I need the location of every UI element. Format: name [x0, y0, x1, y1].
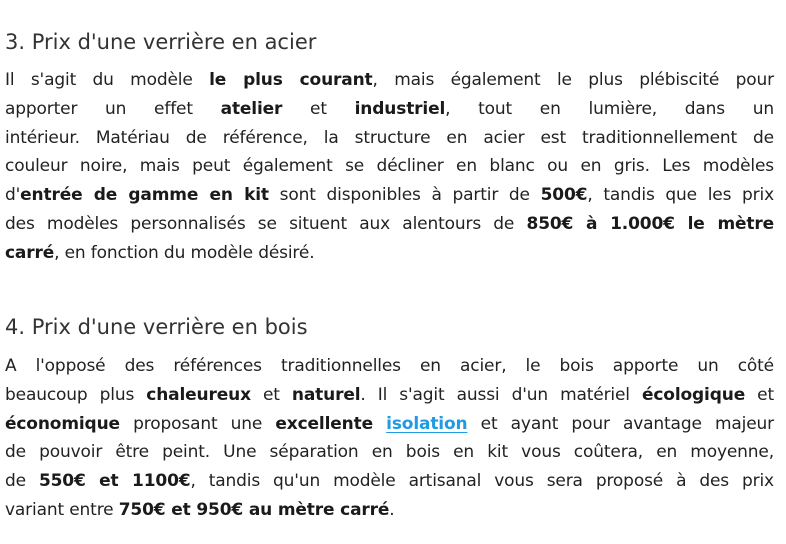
text-run: des modèles personnalisés se situent aux alentours de [5, 213, 527, 234]
bold-text: 850€ à 1.000€ le mètre [526, 213, 774, 234]
paragraph-line [5, 381, 774, 410]
text-run [373, 414, 386, 434]
bold-text: excellente [275, 413, 373, 434]
text-run: apporter un effet [5, 98, 221, 119]
text-run: Il s'agit du modèle [5, 70, 210, 90]
paragraph-line [5, 239, 774, 268]
text-run: , tandis qu'un modèle artisanal vous sera proposé à des prix [190, 471, 774, 492]
paragraph-line [5, 438, 774, 467]
bold-text: économique [5, 413, 120, 434]
text-run: , tandis que les prix [587, 185, 775, 206]
paragraph-line [5, 496, 774, 525]
paragraph-line [5, 352, 774, 381]
bold-text: le plus courant [209, 70, 373, 90]
bold-text: 550€ et 1100€ [38, 471, 191, 492]
text-run: de pouvoir être peint. Une séparation en bois en kit vous coûtera, en moyenne, [5, 442, 774, 463]
text-run: . Il s'agit aussi d'un matériel [360, 384, 642, 405]
text-run: et [745, 384, 774, 405]
bold-text: carré [5, 242, 55, 263]
bold-text: atelier [220, 98, 283, 119]
text-run: couleur noire, mais peut également se décliner en blanc ou en gris. Les modèles [5, 156, 774, 177]
paragraph-line [5, 95, 774, 124]
bold-text: 750€ et 950€ au mètre carré [118, 499, 390, 520]
paragraph-line [5, 210, 774, 239]
text-run: et ayant pour avantage majeur [467, 413, 774, 434]
section-heading-acier: 3. Prix d'une verrière en acier [5, 30, 317, 54]
text-run: sont disponibles à partir de [268, 185, 541, 206]
text-run: d' [5, 185, 21, 206]
paragraph-bois [5, 352, 774, 525]
text-run: intérieur. Matériau de référence, la structure en acier est traditionnellement de [5, 127, 774, 148]
section-heading-bois: 4. Prix d'une verrière en bois [5, 315, 308, 339]
paragraph-line [5, 467, 774, 496]
bold-text: entrée de gamme en kit [20, 185, 269, 206]
paragraph-line [5, 410, 774, 439]
text-run: . [389, 499, 395, 520]
bold-text: 500€ [540, 185, 588, 206]
bold-text: chaleureux [146, 384, 251, 405]
text-run: , mais également le plus plébiscité pour [372, 70, 775, 90]
text-run: , tout en lumière, dans un [445, 98, 775, 119]
isolation-link[interactable]: isolation [386, 413, 468, 434]
text-run: A l'opposé des références traditionnelles en acier, le bois apporte un côté [5, 356, 774, 376]
text-run: , en fonction du modèle désiré. [54, 242, 315, 263]
bold-text: naturel [291, 384, 361, 405]
text-run: de [5, 471, 39, 492]
text-run: et [250, 384, 292, 405]
paragraph-line [5, 152, 774, 181]
bold-text: industriel [354, 98, 446, 119]
text-run: et [282, 98, 355, 119]
paragraph-line [5, 124, 774, 153]
text-run: variant entre [5, 499, 119, 520]
bold-text: écologique [641, 384, 746, 405]
paragraph-line [5, 66, 774, 95]
paragraph-line [5, 181, 774, 210]
paragraph-acier [5, 66, 774, 268]
text-run: proposant une [119, 413, 276, 434]
text-run: beaucoup plus [5, 384, 147, 405]
